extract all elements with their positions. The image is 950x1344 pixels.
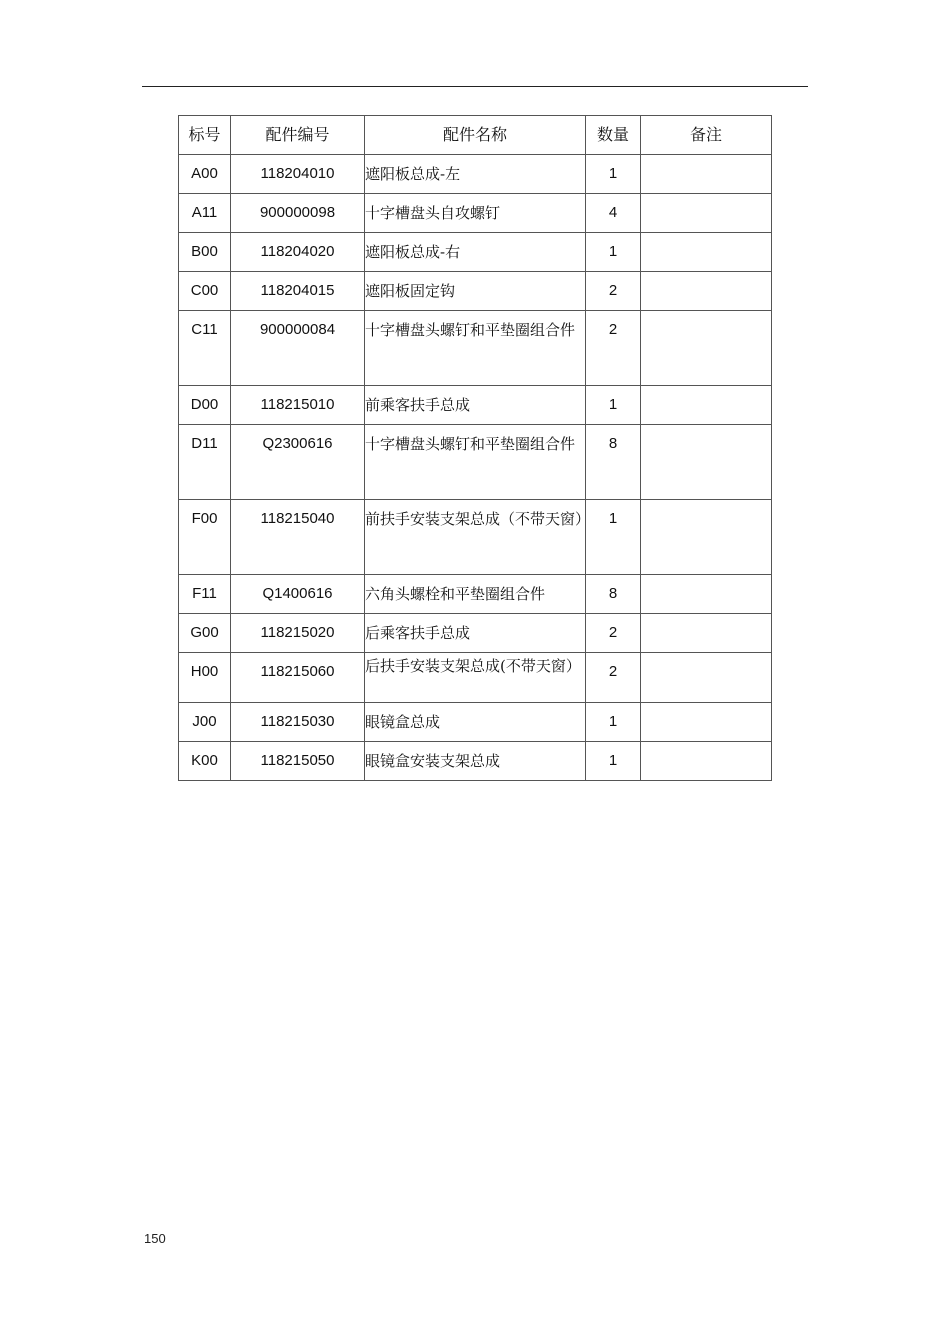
cell-label: A00: [179, 155, 231, 194]
table-header-row: [179, 116, 772, 155]
page-number: 150: [144, 1231, 166, 1246]
cell-remarks: [641, 311, 772, 386]
header-part-number: 配件编号: [231, 116, 365, 155]
table-row: [179, 575, 772, 614]
cell-quantity: 1: [586, 155, 641, 194]
cell-remarks: [641, 386, 772, 425]
cell-part-name: 十字槽盘头螺钉和平垫圈组合件: [365, 311, 586, 386]
cell-part-name: 六角头螺栓和平垫圈组合件: [365, 575, 586, 614]
table-row: [179, 386, 772, 425]
cell-remarks: [641, 742, 772, 781]
cell-remarks: [641, 575, 772, 614]
table-row: [179, 653, 772, 703]
table-row: [179, 155, 772, 194]
cell-part-name: 后乘客扶手总成: [365, 614, 586, 653]
table-row: [179, 194, 772, 233]
header-remarks: 备注: [641, 116, 772, 155]
cell-remarks: [641, 233, 772, 272]
cell-part-name: 前扶手安装支架总成（不带天窗）: [365, 500, 586, 575]
header-quantity: 数量: [586, 116, 641, 155]
cell-part-number: Q1400616: [231, 575, 365, 614]
cell-quantity: 1: [586, 703, 641, 742]
cell-label: C00: [179, 272, 231, 311]
cell-part-name: 遮阳板总成-右: [365, 233, 586, 272]
cell-quantity: 8: [586, 575, 641, 614]
cell-part-name: 十字槽盘头螺钉和平垫圈组合件: [365, 425, 586, 500]
cell-part-number: 118215040: [231, 500, 365, 575]
cell-label: F11: [179, 575, 231, 614]
cell-label: H00: [179, 653, 231, 703]
cell-label: C11: [179, 311, 231, 386]
header-rule: [142, 86, 808, 87]
cell-part-name: 十字槽盘头自攻螺钉: [365, 194, 586, 233]
cell-label: G00: [179, 614, 231, 653]
cell-label: K00: [179, 742, 231, 781]
cell-part-number: 118215050: [231, 742, 365, 781]
cell-quantity: 4: [586, 194, 641, 233]
cell-label: D00: [179, 386, 231, 425]
cell-part-name: 眼镜盒总成: [365, 703, 586, 742]
cell-part-number: 900000084: [231, 311, 365, 386]
cell-remarks: [641, 425, 772, 500]
cell-quantity: 1: [586, 500, 641, 575]
parts-table: [178, 115, 772, 781]
table-row: [179, 742, 772, 781]
header-part-name: 配件名称: [365, 116, 586, 155]
cell-remarks: [641, 500, 772, 575]
cell-quantity: 8: [586, 425, 641, 500]
table-row: [179, 233, 772, 272]
cell-remarks: [641, 194, 772, 233]
cell-quantity: 2: [586, 614, 641, 653]
cell-part-name: 遮阳板固定钩: [365, 272, 586, 311]
cell-part-number: 118204020: [231, 233, 365, 272]
cell-quantity: 2: [586, 653, 641, 703]
table-row: [179, 500, 772, 575]
table-row: [179, 425, 772, 500]
table-row: [179, 614, 772, 653]
cell-part-number: 118215010: [231, 386, 365, 425]
cell-label: A11: [179, 194, 231, 233]
table-row: [179, 272, 772, 311]
cell-part-number: 118215060: [231, 653, 365, 703]
cell-part-name: 眼镜盒安装支架总成: [365, 742, 586, 781]
cell-remarks: [641, 614, 772, 653]
cell-part-number: 118204010: [231, 155, 365, 194]
cell-label: J00: [179, 703, 231, 742]
cell-part-number: 118215030: [231, 703, 365, 742]
cell-part-number: 118215020: [231, 614, 365, 653]
cell-part-name: 前乘客扶手总成: [365, 386, 586, 425]
table-row: [179, 311, 772, 386]
cell-remarks: [641, 703, 772, 742]
table-row: [179, 703, 772, 742]
cell-quantity: 2: [586, 311, 641, 386]
cell-quantity: 1: [586, 233, 641, 272]
cell-remarks: [641, 272, 772, 311]
header-label: 标号: [179, 116, 231, 155]
cell-label: F00: [179, 500, 231, 575]
cell-remarks: [641, 653, 772, 703]
cell-part-number: Q2300616: [231, 425, 365, 500]
cell-label: B00: [179, 233, 231, 272]
cell-remarks: [641, 155, 772, 194]
cell-part-name: 后扶手安装支架总成(不带天窗）: [365, 653, 586, 703]
cell-quantity: 2: [586, 272, 641, 311]
cell-part-number: 118204015: [231, 272, 365, 311]
cell-quantity: 1: [586, 742, 641, 781]
cell-label: D11: [179, 425, 231, 500]
cell-part-number: 900000098: [231, 194, 365, 233]
cell-quantity: 1: [586, 386, 641, 425]
cell-part-name: 遮阳板总成-左: [365, 155, 586, 194]
